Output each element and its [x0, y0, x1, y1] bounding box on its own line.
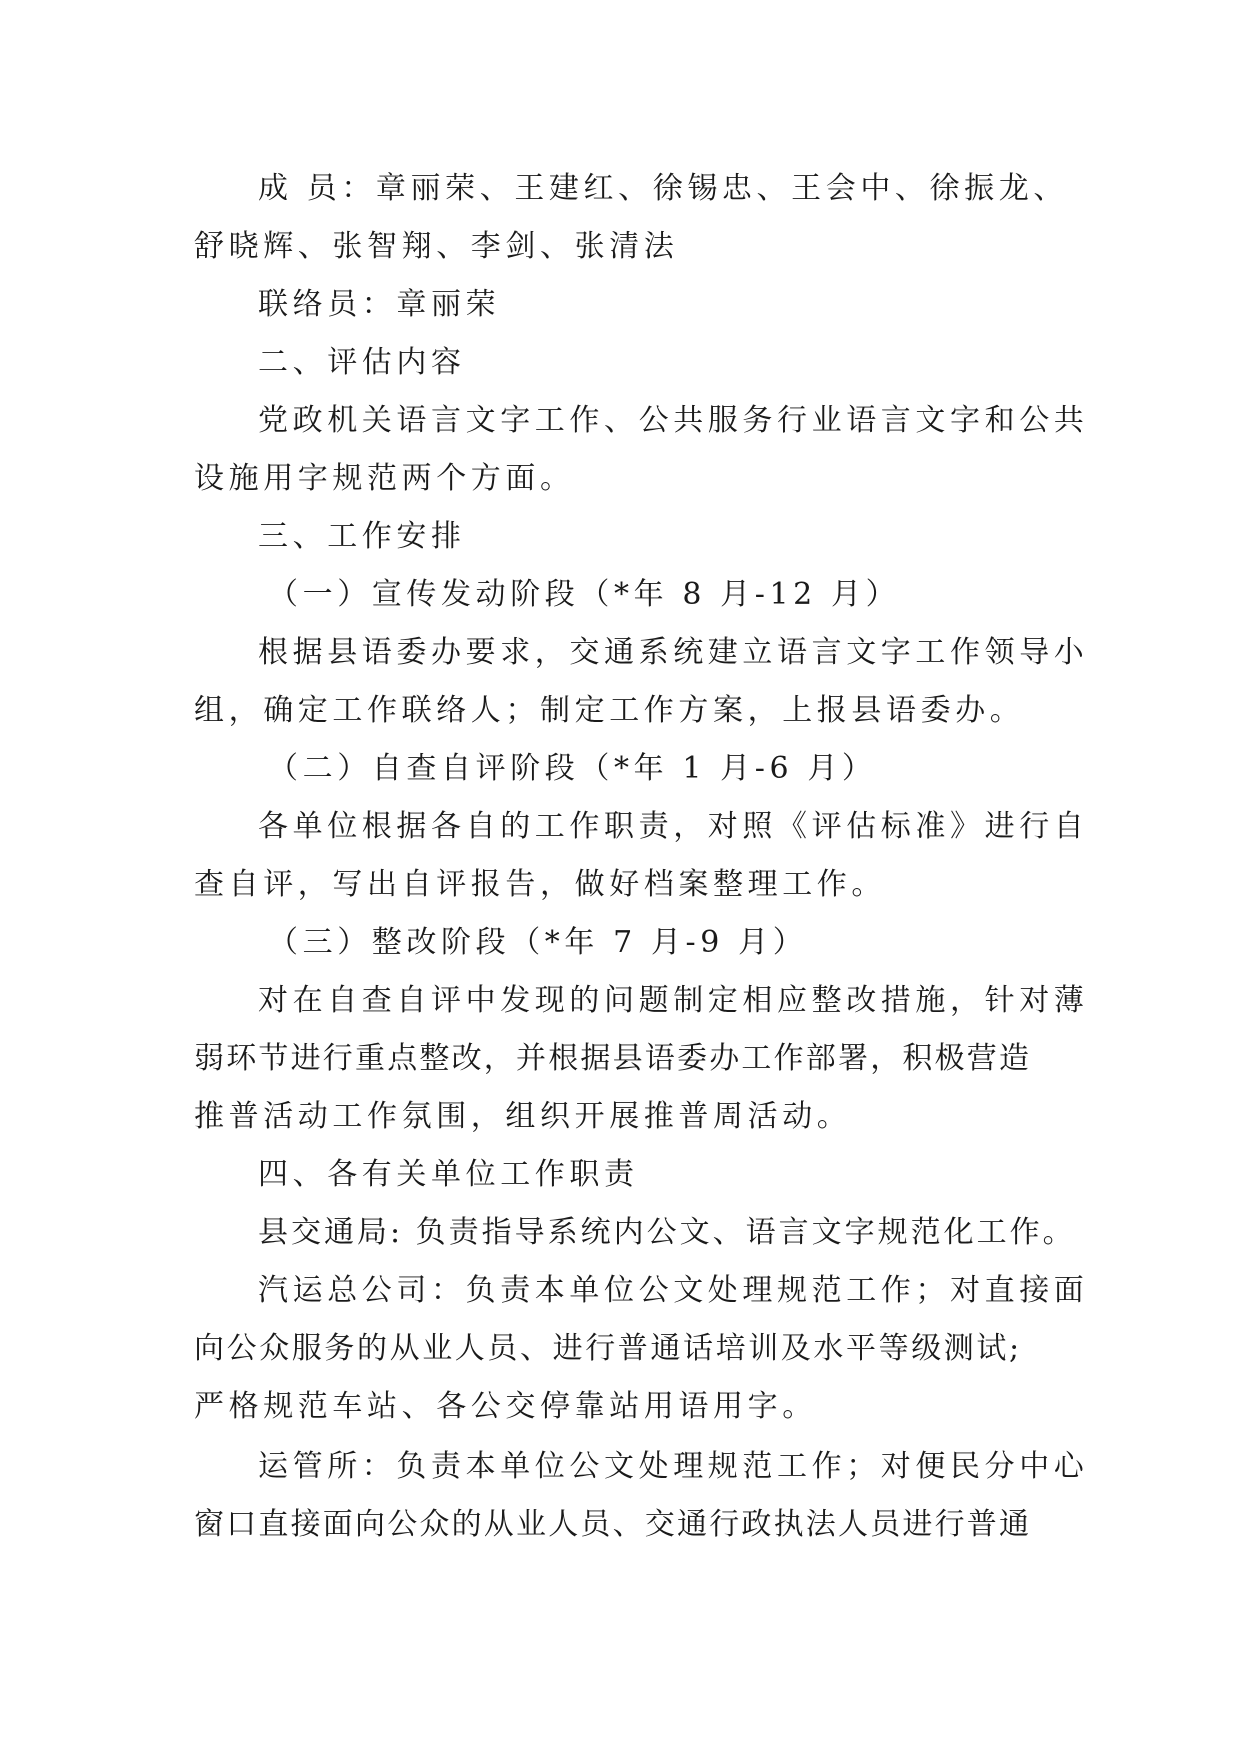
members-line-2: 舒晓辉、张智翔、李剑、张清法	[194, 229, 679, 264]
members-line-1: 成 员：章丽荣、王建红、徐锡忠、王会中、徐振龙、	[258, 171, 1068, 206]
duty-bus-line-3: 严格规范车站、各公交停靠站用语用字。	[194, 1389, 817, 1424]
phase-1-line-1: 根据县语委办要求，交通系统建立语言文字工作领导小	[258, 635, 1089, 670]
section-heading-2: 二、评估内容	[258, 345, 466, 380]
phase-2-heading: （二）自查自评阶段（*年 1 月-6 月）	[268, 751, 877, 786]
phase-1-line-2: 组，确定工作联络人；制定工作方案，上报县语委办。	[194, 693, 1025, 728]
phase-3-line-1: 对在自查自评中发现的问题制定相应整改措施，针对薄	[258, 983, 1089, 1018]
phase-2-line-2: 查自评，写出自评报告，做好档案整理工作。	[194, 867, 886, 902]
phase-3-heading: （三）整改阶段（*年 7 月-9 月）	[268, 925, 808, 960]
phase-2-line-1: 各单位根据各自的工作职责，对照《评估标准》进行自	[258, 809, 1089, 844]
section-heading-3: 三、工作安排	[258, 519, 466, 554]
duty-bureau-line: 县交通局: 负责指导系统内公文、语言文字规范化工作。	[258, 1215, 1076, 1250]
content-line-1: 党政机关语言文字工作、公共服务行业语言文字和公共	[258, 403, 1089, 438]
section-heading-4: 四、各有关单位工作职责	[258, 1157, 639, 1192]
duty-bus-line-2: 向公众服务的从业人员、进行普通话培训及水平等级测试;	[194, 1331, 1022, 1366]
phase-1-heading: （一）宣传发动阶段（*年 8 月-12 月）	[268, 577, 901, 612]
phase-3-line-2: 弱环节进行重点整改，并根据县语委办工作部署，积极营造	[194, 1041, 1032, 1076]
duty-bus-line-1: 汽运总公司：负责本单位公文处理规范工作；对直接面	[258, 1273, 1089, 1308]
phase-3-line-3: 推普活动工作氛围，组织开展推普周活动。	[194, 1099, 852, 1134]
liaison-line: 联络员：章丽荣	[258, 287, 501, 322]
document-body	[194, 160, 1089, 1554]
duty-transport-line-1: 运管所：负责本单位公文处理规范工作；对便民分中心	[258, 1449, 1089, 1484]
content-line-2: 设施用字规范两个方面。	[194, 461, 575, 496]
duty-transport-line-2: 窗口直接面向公众的从业人员、交通行政执法人员进行普通	[194, 1507, 1032, 1542]
